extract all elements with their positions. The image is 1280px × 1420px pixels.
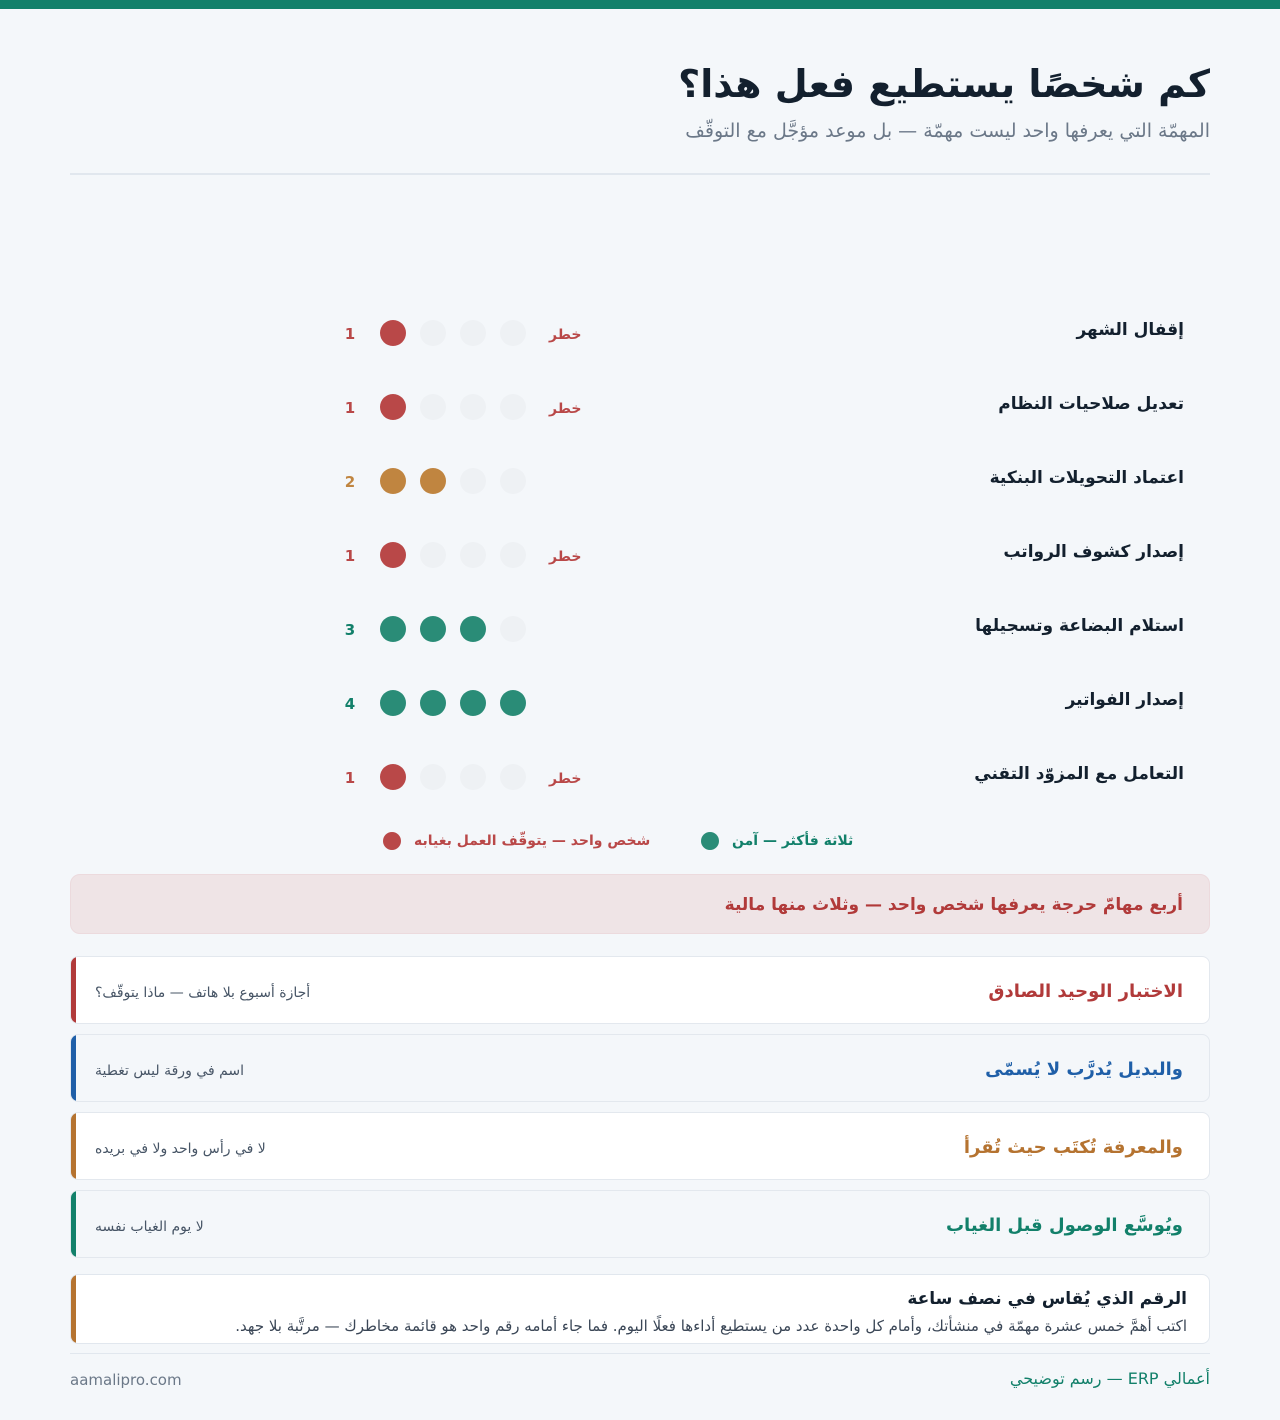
card-note: لا في رأس واحد ولا في بريده: [95, 1141, 266, 1157]
task-row: [0, 444, 1280, 518]
person-dot-empty: [420, 764, 446, 790]
person-dot-empty: [500, 468, 526, 494]
callout-accent-bar: [71, 1275, 76, 1343]
person-dot-empty: [500, 394, 526, 420]
people-dots: [380, 616, 526, 642]
person-dot-filled: [380, 394, 406, 420]
top-accent-bar: [0, 0, 1280, 9]
card-note: اسم في ورقة ليس تغطية: [95, 1063, 245, 1079]
task-label: تعديل صلاحيات النظام: [998, 394, 1184, 414]
task-row: [0, 518, 1280, 592]
principle-card-trained-backup: [70, 1034, 1210, 1102]
people-dots: [380, 690, 526, 716]
principle-card-access-expansion: [70, 1190, 1210, 1258]
risk-tag: خطر: [549, 771, 582, 787]
footer-divider: [70, 1353, 1210, 1354]
people-dots: [380, 320, 526, 346]
person-dot-empty: [460, 542, 486, 568]
person-dot-filled: [380, 616, 406, 642]
page-header: [70, 60, 1210, 144]
page-subtitle: المهمّة التي يعرفها واحد ليست مهمّة — بل موعد مؤجَّل مع التوقّف: [685, 120, 1210, 142]
people-count: 4: [344, 695, 356, 713]
card-accent-bar: [71, 1113, 76, 1179]
person-dot-empty: [420, 542, 446, 568]
card-accent-bar: [71, 957, 76, 1023]
people-count: 3: [344, 621, 356, 639]
task-label: إصدار الفواتير: [1065, 690, 1184, 710]
task-row: [0, 296, 1280, 370]
card-note: أجازة أسبوع بلا هاتف — ماذا يتوقّف؟: [95, 985, 311, 1001]
card-title: والبديل يُدرَّب لا يُسمّى: [985, 1059, 1183, 1080]
legend-danger-dot: [383, 832, 401, 850]
people-dots: [380, 468, 526, 494]
person-dot-empty: [420, 394, 446, 420]
task-label: استلام البضاعة وتسجيلها: [975, 616, 1184, 636]
task-label: اعتماد التحويلات البنكية: [989, 468, 1184, 488]
card-accent-bar: [71, 1191, 76, 1257]
alert-text: أربع مهامّ حرجة يعرفها شخص واحد — وثلاث منها مالية: [724, 895, 1183, 915]
person-dot-empty: [500, 616, 526, 642]
person-dot-filled: [460, 690, 486, 716]
person-dot-empty: [500, 764, 526, 790]
card-title: الاختبار الوحيد الصادق: [988, 981, 1183, 1002]
people-count: 1: [344, 547, 356, 565]
person-dot-filled: [500, 690, 526, 716]
people-dots: [380, 394, 526, 420]
callout-box: [70, 1274, 1210, 1344]
person-dot-filled: [380, 320, 406, 346]
person-dot-empty: [500, 542, 526, 568]
person-dot-filled: [420, 616, 446, 642]
person-dot-filled: [420, 468, 446, 494]
card-title: والمعرفة تُكتَب حيث تُقرأ: [963, 1137, 1183, 1158]
person-dot-filled: [380, 690, 406, 716]
task-label: إقفال الشهر: [1076, 320, 1184, 340]
task-row: [0, 666, 1280, 740]
legend-safe-dot: [701, 832, 719, 850]
person-dot-empty: [500, 320, 526, 346]
person-dot-empty: [460, 394, 486, 420]
task-label: إصدار كشوف الرواتب: [1003, 542, 1184, 562]
risk-tag: خطر: [549, 401, 582, 417]
footer-brand: أعمالي ERP — رسم توضيحي: [1009, 1369, 1210, 1388]
person-dot-empty: [460, 764, 486, 790]
people-count: 2: [344, 473, 356, 491]
people-dots: [380, 764, 526, 790]
people-count: 1: [344, 399, 356, 417]
person-dot-empty: [460, 320, 486, 346]
card-note: لا يوم الغياب نفسه: [95, 1219, 204, 1235]
risk-tag: خطر: [549, 549, 582, 565]
card-title: ويُوسَّع الوصول قبل الغياب: [945, 1215, 1183, 1236]
person-dot-empty: [460, 468, 486, 494]
callout-body: اكتب أهمَّ خمس عشرة مهمّة في منشأتك، وأمام كل واحدة عدد من يستطيع أداءها فعلًا اليوم. فما جاء أمامه رقم واحد هو قائمة مخاطرك — مرتَّبة بلا جهد.: [235, 1317, 1187, 1335]
people-count: 1: [344, 769, 356, 787]
person-dot-filled: [380, 468, 406, 494]
person-dot-filled: [380, 542, 406, 568]
page-title: كم شخصًا يستطيع فعل هذا؟: [678, 62, 1210, 106]
risk-tag: خطر: [549, 327, 582, 343]
person-dot-filled: [460, 616, 486, 642]
task-coverage-chart: [0, 296, 1280, 814]
legend-danger-label: شخص واحد — يتوقّف العمل بغيابه: [414, 833, 651, 849]
footer-site-link[interactable]: aamalipro.com: [70, 1371, 182, 1389]
person-dot-empty: [420, 320, 446, 346]
card-accent-bar: [71, 1035, 76, 1101]
principle-card-written-knowledge: [70, 1112, 1210, 1180]
alert-banner: [70, 874, 1210, 934]
person-dot-filled: [420, 690, 446, 716]
task-row: [0, 592, 1280, 666]
task-row: [0, 370, 1280, 444]
people-count: 1: [344, 325, 356, 343]
people-dots: [380, 542, 526, 568]
legend-safe-label: ثلاثة فأكثر — آمن: [732, 833, 854, 849]
task-row: [0, 740, 1280, 814]
principle-card-honest-test: [70, 956, 1210, 1024]
person-dot-filled: [380, 764, 406, 790]
header-divider: [70, 173, 1210, 175]
task-label: التعامل مع المزوّد التقني: [974, 764, 1184, 784]
callout-title: الرقم الذي يُقاس في نصف ساعة: [907, 1289, 1187, 1309]
legend: [0, 830, 1280, 852]
